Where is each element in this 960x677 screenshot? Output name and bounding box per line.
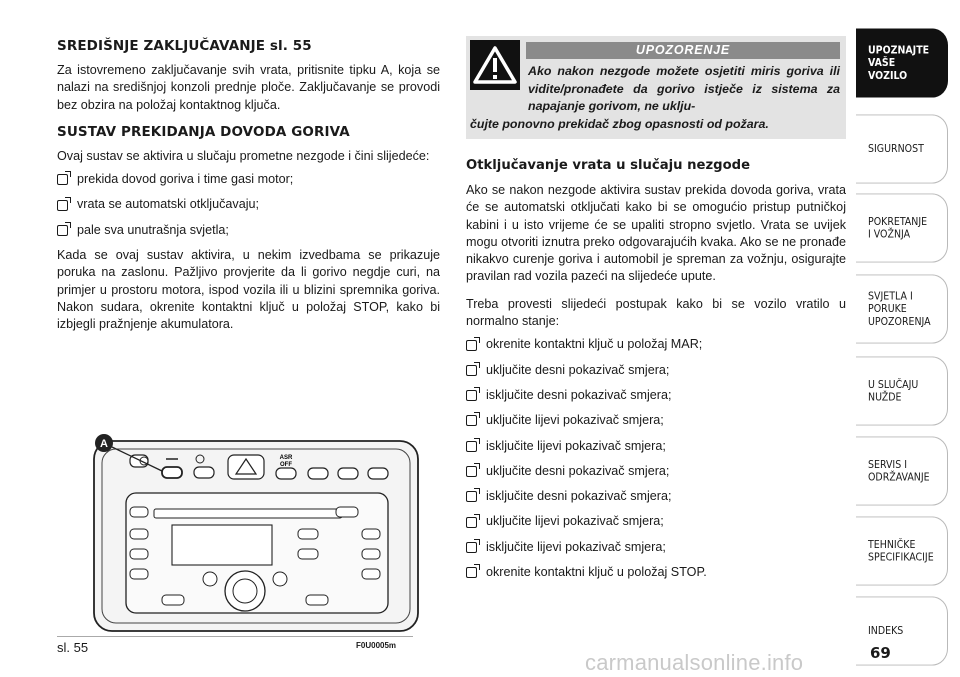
warning-text: Ako nakon nezgode možete osjetiti miris goriva ili vidite/pronađete da gorivo istječe iz sistema za napajanje gorivom, ne uklju- čujte ponovno prekidač zbog opasnosti od požara. [470, 64, 840, 131]
tab-svjetla-i-poruke-upozorenja[interactable]: SVJETLA I PORUKE UPOZORENJA [856, 274, 948, 343]
unlock-doors-heading: Otključavanje vrata u slučaju nezgode [466, 158, 751, 173]
tab-indeks[interactable]: INDEKS [856, 596, 948, 665]
center-console-figure [92, 433, 420, 636]
figure-caption: sl. 55 [57, 640, 89, 655]
list-item: isključite lijevi pokazivač smjera; [466, 438, 846, 455]
procedure-steps [466, 336, 846, 581]
right-column [466, 158, 846, 589]
central-locking-text: Za istovremeno zaključavanje svih vrata, pritisnite tipku A, koja se nalazi na središnjoj konzoli prednje ploče. Zaključavanje se provodi bez obzira na položaj kontaktnog ključa. [57, 63, 440, 112]
checkbox-bullet-icon [466, 390, 477, 401]
tab-upoznajte-vase-vozilo[interactable]: UPOZNAJTE VAŠE VOZILO [856, 28, 948, 97]
central-locking-heading: SREDIŠNJE ZAKLJUČAVANJE sl. 55 [57, 38, 312, 54]
page-number: 69 [870, 644, 891, 662]
unlock-doors-text: Ako se nakon nezgode aktivira sustav prekida dovoda goriva, vrata će se automatski otključati kako bi se omogućio pristup putničkoj kabini i u isto vrijeme će se upaliti stropno svjetlo. Vrata se uvijek mogu otvoriti iznutra preko odgovarajućih kvaka. Ako se ne pronađe nikakvo curenje goriva i automobil je spreman za vožnju, osigurajte pravilan rad vozila pazeći na slijedeće upute. [466, 183, 846, 284]
tab-tehnicke-specifikacije[interactable]: TEHNIČKE SPECIFIKACIJE [856, 516, 948, 585]
figure-divider [57, 636, 413, 637]
tab-servis-i-odrzavanje[interactable]: SERVIS I ODRŽAVANJE [856, 436, 948, 505]
checkbox-bullet-icon [57, 174, 68, 185]
checkbox-bullet-icon [466, 567, 477, 578]
list-item: vrata se automatski otključavaju; [57, 196, 440, 213]
console-drawing [92, 433, 420, 636]
list-item: uključite lijevi pokazivač smjera; [466, 412, 846, 429]
list-item: isključite lijevi pokazivač smjera; [466, 539, 846, 556]
checkbox-bullet-icon [466, 517, 477, 528]
list-item: uključite desni pokazivač smjera; [466, 362, 846, 379]
checkbox-bullet-icon [466, 542, 477, 553]
tab-pokretanje-i-voznja[interactable]: POKRETANJE I VOŽNJA [856, 193, 948, 262]
list-item: okrenite kontaktni ključ u položaj MAR; [466, 336, 846, 353]
off-label: OFF [280, 462, 292, 468]
list-item: isključite desni pokazivač smjera; [466, 387, 846, 404]
warning-header: UPOZORENJE [526, 42, 840, 59]
list-item: uključite desni pokazivač smjera; [466, 463, 846, 480]
fuel-cutoff-details: Kada se ovaj sustav aktivira, u nekim izvedbama se prikazuje poruka na zaslonu. Pažljivo provjerite da li gorivo negdje curi, na primjer u prostoru motora, ispod vozila ili u blizini spremnika goriva. Nakon sudara, okrenite kontaktni ključ u položaj STOP, kako bi izbjegli pražnjenje akumulatora. [57, 248, 440, 332]
list-item: okrenite kontaktni ključ u položaj STOP. [466, 564, 846, 581]
fuel-cutoff-list [57, 171, 440, 239]
checkbox-bullet-icon [466, 365, 477, 376]
watermark: carmanualsonline.info [585, 650, 804, 675]
asr-label: ASR [279, 455, 293, 461]
left-column [57, 38, 440, 344]
list-item: pale sva unutrašnja svjetla; [57, 222, 440, 239]
checkbox-bullet-icon [466, 441, 477, 452]
tab-sigurnost[interactable]: SIGURNOST [856, 114, 948, 183]
list-item: prekida dovod goriva i time gasi motor; [57, 171, 440, 188]
tab-u-slucaju-nuzde[interactable]: U SLUČAJU NUŽDE [856, 356, 948, 425]
callout-a-label: A [100, 438, 108, 450]
list-item: isključite desni pokazivač smjera; [466, 488, 846, 505]
checkbox-bullet-icon [57, 225, 68, 236]
checkbox-bullet-icon [466, 340, 477, 351]
checkbox-bullet-icon [466, 466, 477, 477]
list-item: uključite lijevi pokazivač smjera; [466, 513, 846, 530]
fuel-cutoff-intro: Ovaj sustav se aktivira u slučaju prometne nezgode i čini slijedeće: [57, 148, 430, 163]
fuel-cutoff-heading: SUSTAV PREKIDANJA DOVODA GORIVA [57, 123, 350, 140]
checkbox-bullet-icon [57, 200, 68, 211]
checkbox-bullet-icon [466, 491, 477, 502]
figure-code: F0U0005m [356, 641, 397, 650]
procedure-intro: Treba provesti slijedeći postupak kako bi se vozilo vratilo u normalno stanje: [466, 296, 846, 329]
checkbox-bullet-icon [466, 415, 477, 426]
